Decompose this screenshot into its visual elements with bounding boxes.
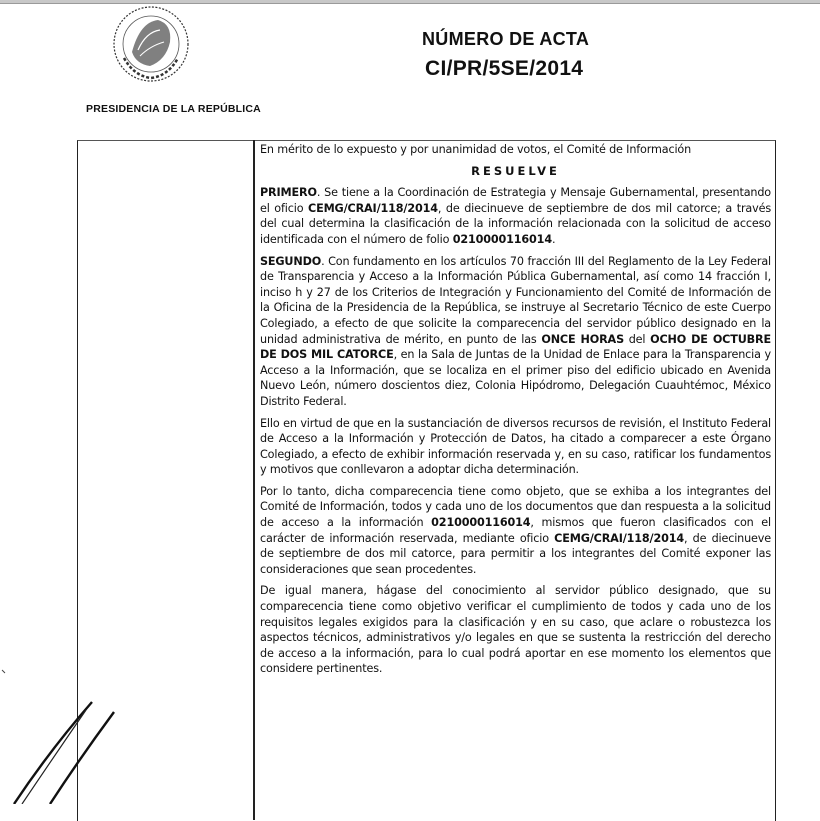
por-tanto-text-1: Por lo tanto, dicha comparecencia tiene como objeto, que se exhiba a los integrantes del Comité de Información, todos y cada uno de los documentos que dan respuesta a la solicitud de acceso a la información	[260, 484, 771, 530]
resolution-body	[260, 140, 771, 683]
primero-paragraph	[260, 185, 771, 247]
primero-text-2: , de diecinueve de septiembre de dos mil catorce; a través del cual determina la clasificación de la información relacionada con la solicitud de acceso identificada con el número de folio	[260, 201, 771, 246]
folio-number: 0210000116014	[452, 232, 552, 246]
segundo-text-3: , en la Sala de Juntas de la Unidad de Enlace para la Transparencia y Acceso a la Información, que se localiza en el primer piso del edificio ubicado en Avenida Nuevo León, número doscientos diez, Colonia Hipódromo, Delegación Cuauhtémoc, México Distrito Federal.	[260, 348, 771, 408]
column-divider	[253, 140, 255, 820]
por-tanto-paragraph	[260, 484, 771, 578]
resuelve-heading: RESUELVE	[471, 163, 560, 178]
segundo-label: SEGUNDO	[260, 254, 322, 268]
por-tanto-text-2: , mismos que fueron clasificados con el carácter de información reservada, mediante oficio	[260, 516, 771, 545]
primero-label: PRIMERO	[260, 186, 317, 200]
oficio-number: CEMG/CRAI/118/2014	[308, 201, 438, 215]
acta-title: NÚMERO DE ACTA	[422, 29, 590, 49]
meeting-time: ONCE HORAS	[541, 332, 624, 346]
folio-number: 0210000116014	[431, 516, 531, 530]
oficio-number: CEMG/CRAI/118/2014	[554, 531, 685, 545]
igual-paragraph: De igual manera, hágase del conocimiento al servidor público designado, que su comparecencia tiene como objetivo verificar el cumplimiento de todos y cada uno de los requisitos legales exigidos para la clasificación y en su caso, que aclare o robustezca los aspectos técnicos, administrativos y/o legales en que se sustenta la restricción del derecho de acceso a la información, para lo cual podrá aportar en ese momento los elementos que considere pertinentes.	[260, 584, 771, 676]
ello-paragraph: Ello en virtud de que en la sustanciación de diversos recursos de revisión, el Instituto Federal de Acceso a la Información y Protección de Datos, ha citado a comparecer a este Órgano Colegiado, a efecto de exhibir información reservada y, en su caso, ratificar los fundamentos y motivos que conllevaron a adoptar dicha determinación.	[260, 416, 771, 477]
segundo-paragraph	[260, 254, 771, 410]
primero-text-1: . Se tiene a la Coordinación de Estrategia y Mensaje Gubernamental, presentando el oficio	[260, 186, 771, 215]
meeting-date: OCHO DE OCTUBRE DE DOS MIL CATORCE	[260, 332, 771, 362]
organization-name: PRESIDENCIA DE LA REPÚBLICA	[86, 103, 261, 115]
primero-text-3: .	[551, 232, 556, 246]
por-tanto-text-3: , de diecinueve de septiembre de dos mil catorce, para permitir a los integrantes del Comité exponer las consideraciones que sean procedentes.	[260, 531, 771, 576]
segundo-text-2: del	[623, 332, 651, 346]
mexican-coat-of-arms-seal	[110, 2, 192, 90]
handwritten-signature	[0, 640, 120, 804]
acta-number: CI/PR/5SE/2014	[425, 57, 584, 80]
segundo-text-1: . Con fundamento en los artículos 70 fracción III del Reglamento de la Ley Federal de Transparencia y Acceso a la Información Pública Gubernamental, así como 14 fracción I, inciso h y 27 de los Criterios de Integración y Funcionamiento del Comité de Información de la Oficina de la Presidencia de la República, se instruye al Secretario Técnico de este Cuerpo Colegiado, a efecto de que solicite la comparecencia del servidor público designado en la unidad administrativa de mérito, en punto de las	[260, 254, 771, 346]
intro-paragraph: En mérito de lo expuesto y por unanimidad de votos, el Comité de Información	[260, 143, 692, 156]
